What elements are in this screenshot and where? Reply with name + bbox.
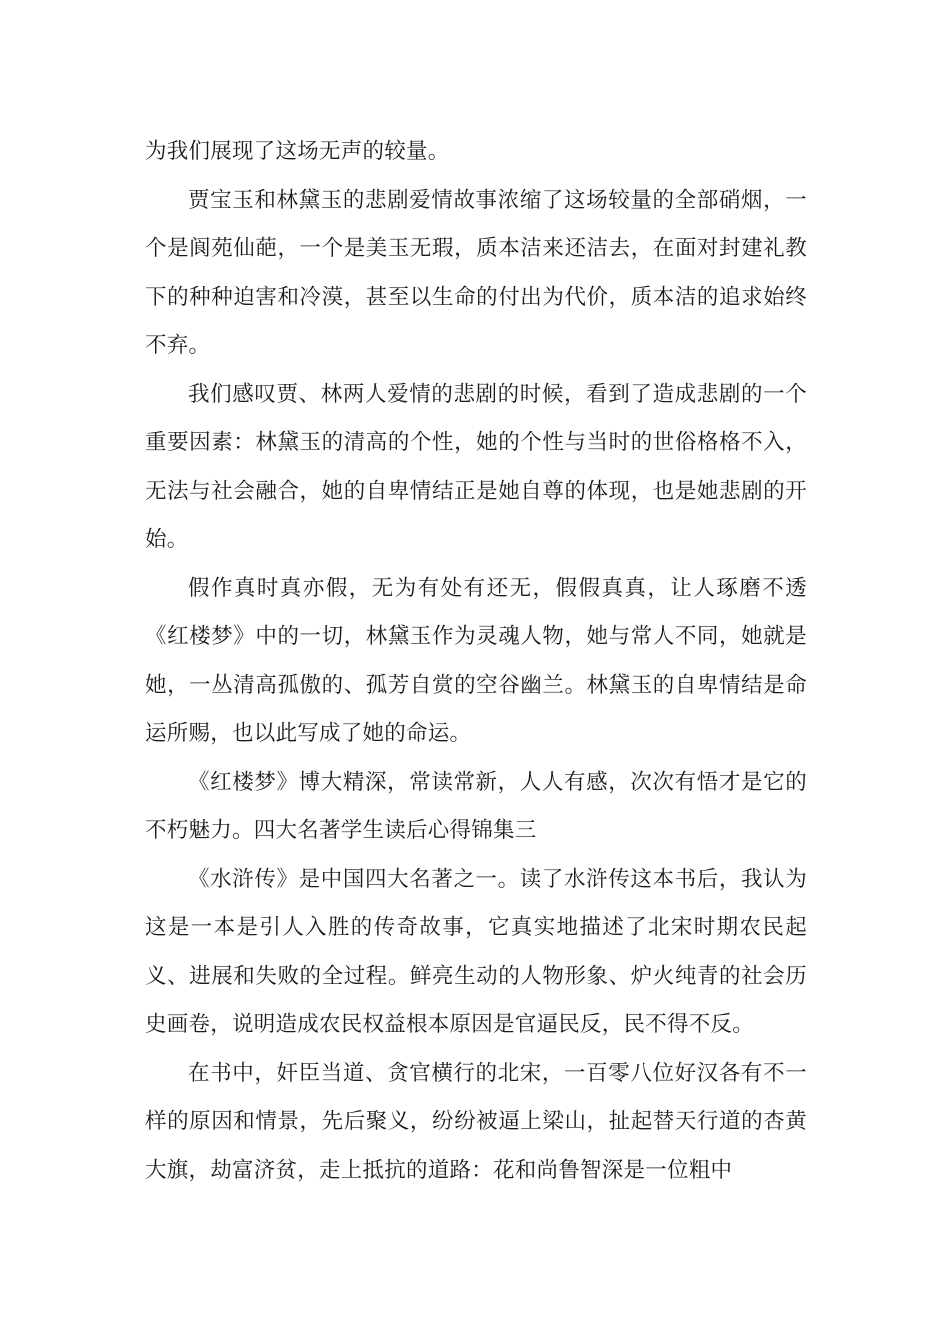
paragraph-6: 《水浒传》是中国四大名著之一。读了水浒传这本书后，我认为这是一本是引人入胜的传奇故事，它真实地描述了北宋时期农民起义、进展和失败的全过程。鲜亮生动的人物形象、炉火纯青的社会历史画卷，说明造成农民权益根本原因是官逼民反，民不得不反。 [145, 866, 807, 1037]
paragraph-4: 假作真时真亦假，无为有处有还无，假假真真，让人琢磨不透《红楼梦》中的一切，林黛玉作为灵魂人物，她与常人不同，她就是她，一丛清高孤傲的、孤芳自赏的空谷幽兰。林黛玉的自卑情结是命运所赐，也以此写成了她的命运。 [145, 575, 807, 746]
paragraph-1: 为我们展现了这场无声的较量。 [145, 139, 450, 164]
paragraph-3: 我们感叹贾、林两人爱情的悲剧的时候，看到了造成悲剧的一个重要因素：林黛玉的清高的个性，她的个性与当时的世俗格格不入，无法与社会融合，她的自卑情结正是她自尊的体现，也是她悲剧的开始。 [145, 381, 807, 552]
paragraph-5: 《红楼梦》博大精深，常读常新，人人有感，次次有悟才是它的不朽魅力。四大名著学生读后心得锦集三 [145, 769, 807, 843]
paragraph-7: 在书中，奸臣当道、贪官横行的北宋，一百零八位好汉各有不一样的原因和情景，先后聚义，纷纷被逼上梁山，扯起替天行道的杏黄大旗，劫富济贫，走上抵抗的道路：花和尚鲁智深是一位粗中 [145, 1060, 807, 1183]
body-text [145, 128, 807, 1195]
paragraph-2: 贾宝玉和林黛玉的悲剧爱情故事浓缩了这场较量的全部硝烟，一个是阆苑仙葩，一个是美玉无瑕，质本洁来还洁去，在面对封建礼教下的种种迫害和冷漠，甚至以生命的付出为代价，质本洁的追求始终不弃。 [145, 187, 807, 358]
